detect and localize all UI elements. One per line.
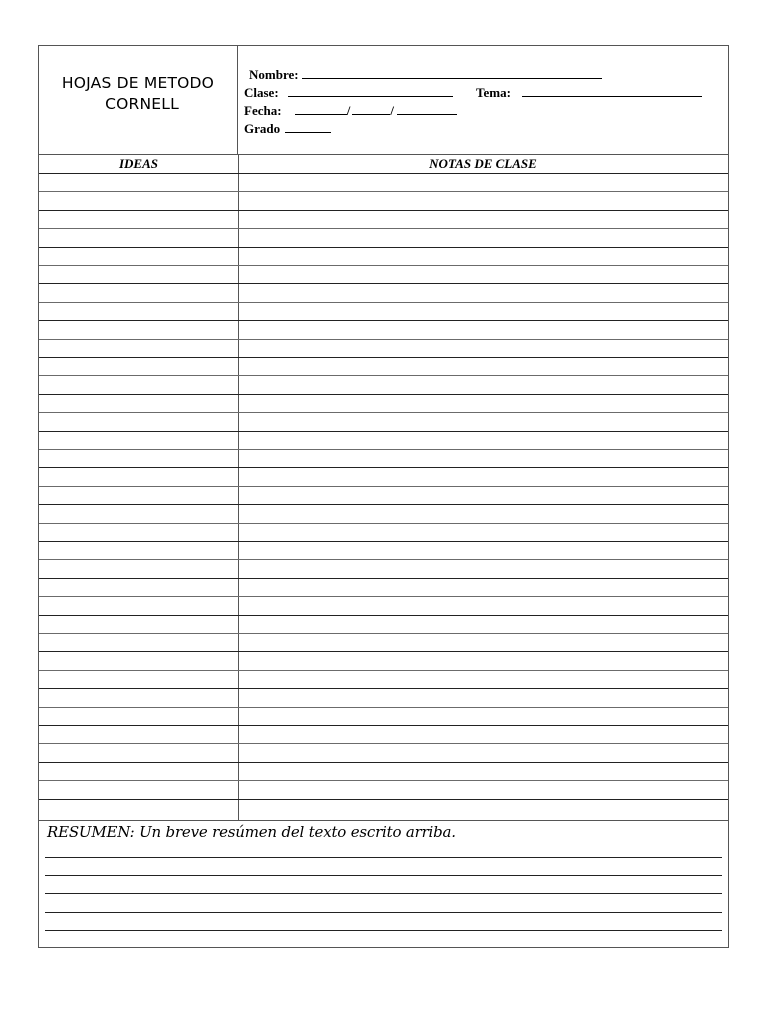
title-line-2: CORNELL xyxy=(105,95,179,113)
note-row-line xyxy=(39,412,728,413)
header-fields xyxy=(238,46,728,154)
note-row-line xyxy=(39,210,728,211)
note-row-line xyxy=(39,504,728,505)
note-row-line xyxy=(39,523,728,524)
fecha-separator-1: / xyxy=(346,103,351,118)
nombre-label: Nombre: xyxy=(249,67,299,82)
note-row-line xyxy=(39,541,728,542)
note-row-line xyxy=(39,596,728,597)
clase-label: Clase: xyxy=(244,85,279,100)
note-row-line xyxy=(39,375,728,376)
note-row-line xyxy=(39,707,728,708)
clase-blank[interactable] xyxy=(288,85,453,97)
note-row-line xyxy=(39,302,728,303)
note-row-line xyxy=(39,486,728,487)
summary-line[interactable] xyxy=(45,930,722,931)
note-row-line xyxy=(39,688,728,689)
ideas-column-header: IDEAS xyxy=(118,156,159,171)
note-row-line xyxy=(39,559,728,560)
note-row-line xyxy=(39,743,728,744)
note-row-line xyxy=(39,633,728,634)
grado-label: Grado xyxy=(244,121,281,136)
column-divider xyxy=(238,154,239,820)
fecha-day-blank[interactable] xyxy=(295,103,347,115)
note-row-line xyxy=(39,394,728,395)
tema-field xyxy=(476,85,702,101)
note-row-line xyxy=(39,670,728,671)
note-row-line xyxy=(39,191,728,192)
note-row-line xyxy=(39,265,728,266)
note-row-line xyxy=(39,762,728,763)
fecha-year-blank[interactable] xyxy=(397,103,457,115)
note-row-line xyxy=(39,651,728,652)
note-row-line xyxy=(39,615,728,616)
nombre-field xyxy=(249,67,602,83)
note-row-line xyxy=(39,780,728,781)
note-row-line xyxy=(39,357,728,358)
note-row-line xyxy=(39,799,728,800)
grado-blank[interactable] xyxy=(285,121,331,133)
note-row-line xyxy=(39,228,728,229)
summary-line[interactable] xyxy=(45,875,722,876)
fecha-month-blank[interactable] xyxy=(352,103,390,115)
tema-label: Tema: xyxy=(476,85,511,100)
note-row-line xyxy=(39,320,728,321)
note-row-line xyxy=(39,578,728,579)
note-row-line xyxy=(39,339,728,340)
summary-line[interactable] xyxy=(45,893,722,894)
summary-label: RESUMEN: Un breve resúmen del texto escrito arriba. xyxy=(47,823,456,841)
tema-blank[interactable] xyxy=(522,85,702,97)
summary-divider xyxy=(39,820,728,821)
grado-field xyxy=(244,121,331,137)
notas-column-header: NOTAS DE CLASE xyxy=(429,156,537,171)
clase-field xyxy=(244,85,453,101)
note-row-line xyxy=(39,431,728,432)
sheet-title xyxy=(39,46,238,154)
fecha-field xyxy=(244,103,457,119)
fecha-separator-2: / xyxy=(390,103,395,118)
fecha-label: Fecha: xyxy=(244,103,282,118)
nombre-blank[interactable] xyxy=(302,67,602,79)
note-row-line xyxy=(39,247,728,248)
note-row-line xyxy=(39,449,728,450)
title-line-1: HOJAS DE METODO xyxy=(61,74,215,92)
summary-line[interactable] xyxy=(45,857,722,858)
note-row-line xyxy=(39,173,728,174)
summary-line[interactable] xyxy=(45,912,722,913)
cornell-notes-sheet xyxy=(38,45,729,948)
note-row-line xyxy=(39,725,728,726)
note-row-line xyxy=(39,467,728,468)
note-row-line xyxy=(39,283,728,284)
